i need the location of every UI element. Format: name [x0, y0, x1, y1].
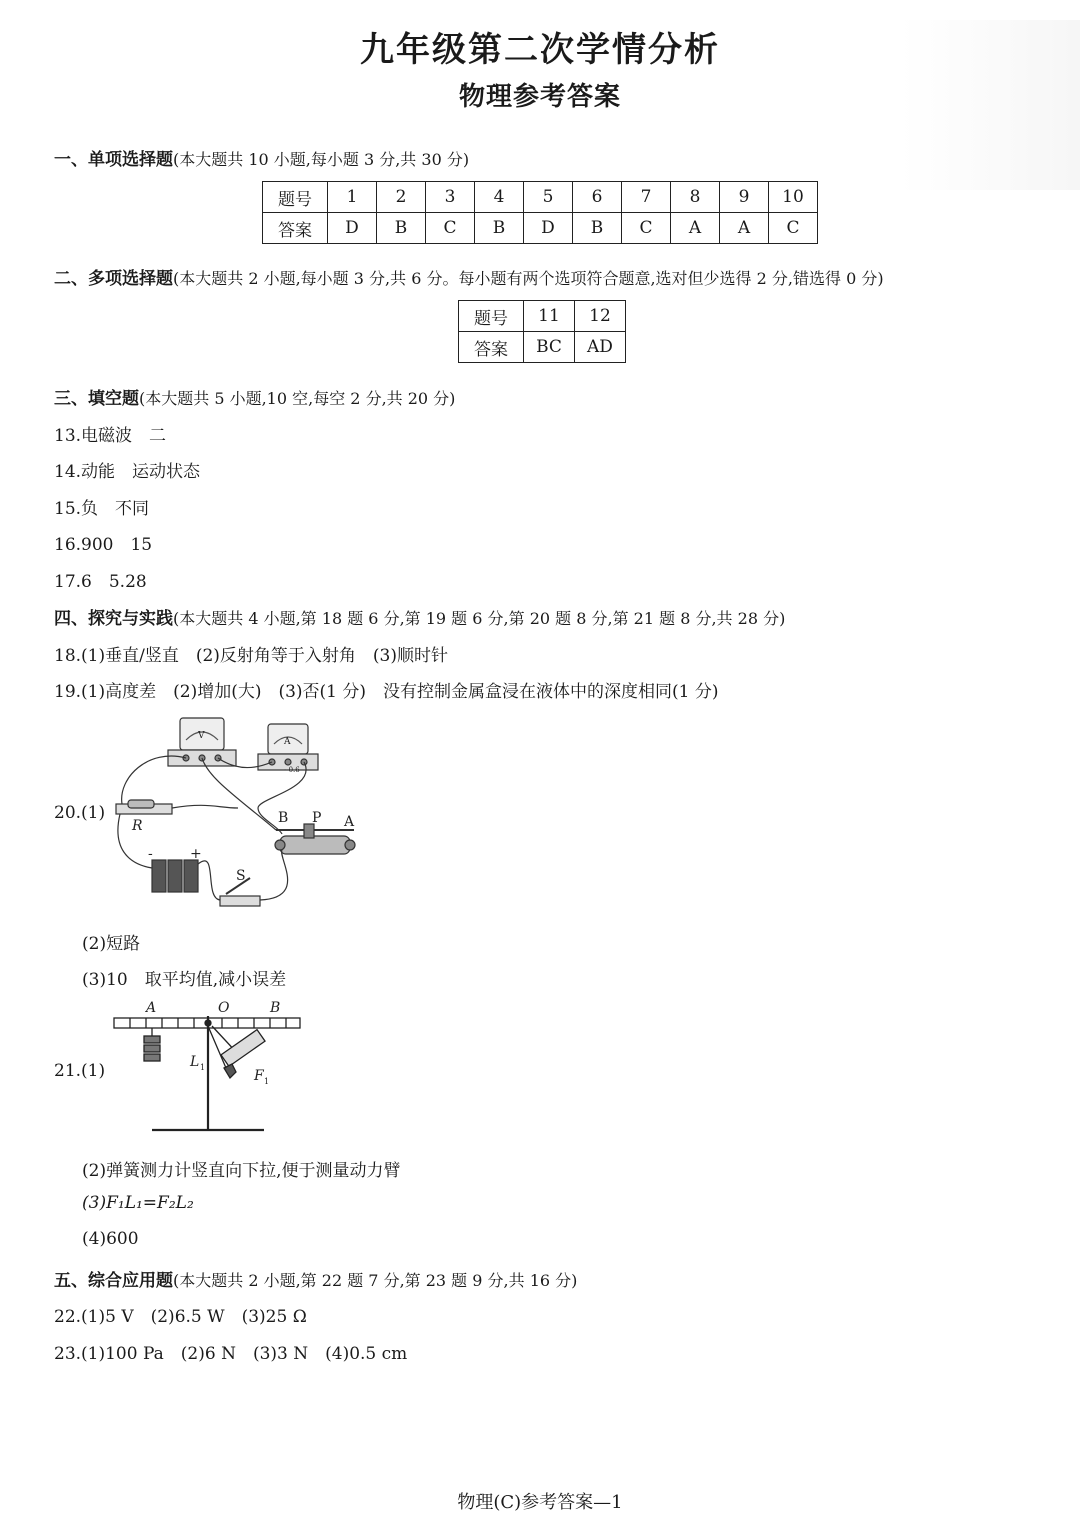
answer-15: 15.负 不同: [54, 499, 150, 519]
section2-title: 二、多项选择题: [54, 269, 173, 289]
page-title: 九年级第二次学情分析: [360, 30, 720, 70]
table-cell: 4: [475, 182, 524, 213]
section3-title: 三、填空题: [54, 389, 139, 409]
table-cell: C: [426, 213, 475, 244]
answer-20-3: (3)10 取平均值,减小误差: [82, 970, 287, 990]
table-cell: A: [671, 213, 720, 244]
table-cell: 1: [328, 182, 377, 213]
table-header-cell: 答案: [263, 213, 328, 244]
arm-l1-label: L: [190, 1054, 200, 1070]
lever-point-o: O: [218, 1000, 230, 1016]
table-cell: C: [622, 213, 671, 244]
table-cell: D: [328, 213, 377, 244]
section2-heading: [54, 264, 884, 289]
table-cell: B: [573, 213, 622, 244]
table-cell: 10: [769, 182, 818, 213]
section5-note: (本大题共 2 小题,第 22 题 7 分,第 23 题 9 分,共 16 分): [173, 1271, 578, 1290]
table-row: [459, 301, 626, 332]
wire: [260, 850, 288, 900]
section1-title: 一、单项选择题: [54, 150, 173, 170]
table-cell: 5: [524, 182, 573, 213]
lever-point-a: A: [146, 1000, 157, 1016]
section3-note: (本大题共 5 小题,10 空,每空 2 分,共 20 分): [139, 389, 456, 408]
answer-14: 14.动能 运动状态: [54, 462, 201, 482]
section4-note: (本大题共 4 小题,第 18 题 6 分,第 19 题 6 分,第 20 题 8 分,第 21 题 8 分,共 28 分): [173, 609, 786, 628]
section5-title: 五、综合应用题: [54, 1271, 173, 1291]
answer-20-2: (2)短路: [82, 934, 141, 954]
answer-21-2: (2)弹簧测力计竖直向下拉,便于测量动力臂: [82, 1161, 401, 1181]
answer-20-label: 20.(1): [54, 803, 106, 823]
section4-heading: [54, 604, 785, 629]
circuit-diagram: [108, 708, 358, 913]
arm-l1-subscript: 1: [200, 1063, 206, 1072]
table-cell: D: [524, 213, 573, 244]
table-header-cell: 答案: [459, 332, 524, 363]
stand-icon: [152, 1016, 264, 1130]
section1-answer-table: [262, 181, 818, 244]
section4-title: 四、探究与实践: [54, 609, 173, 629]
table-cell: A: [720, 213, 769, 244]
rheostat-icon: [275, 824, 355, 854]
lever-diagram: [108, 996, 308, 1141]
table-row: [263, 182, 818, 213]
wire: [172, 805, 238, 808]
battery-positive: +: [190, 846, 202, 862]
switch-label: S: [236, 868, 246, 884]
resistor-icon: [116, 800, 172, 814]
answer-21-label: 21.(1): [54, 1061, 106, 1081]
ammeter-terminals-label: - 0.6: [284, 766, 300, 774]
answer-19: 19.(1)高度差 (2)增加(大) (3)否(1 分) 没有控制金属盒浸在液体中的深度相同(1 分): [54, 682, 719, 702]
lever-point-b: B: [270, 1000, 281, 1016]
ammeter-label: A: [284, 737, 291, 747]
table-cell: BC: [524, 332, 575, 363]
table-cell: 11: [524, 301, 575, 332]
force-f1-label: F: [254, 1068, 264, 1084]
table-cell: 9: [720, 182, 769, 213]
table-cell: B: [475, 213, 524, 244]
table-row: [263, 213, 818, 244]
table-header-cell: 题号: [263, 182, 328, 213]
table-cell: 12: [575, 301, 626, 332]
battery-negative: -: [148, 846, 153, 862]
section1-note: (本大题共 10 小题,每小题 3 分,共 30 分): [173, 150, 470, 169]
answer-21-3: (3)F₁L₁=F₂L₂: [82, 1193, 194, 1213]
ammeter-icon: [258, 724, 318, 770]
table-cell: 6: [573, 182, 622, 213]
voltmeter-label: V: [198, 731, 205, 741]
answer-21-4: (4)600: [82, 1229, 139, 1249]
page-subtitle: 物理参考答案: [458, 82, 621, 112]
wire: [198, 861, 220, 900]
table-cell: 8: [671, 182, 720, 213]
table-cell: C: [769, 213, 818, 244]
page-footer: 物理(C)参考答案—1: [457, 1492, 623, 1513]
table-cell: 7: [622, 182, 671, 213]
answer-23: 23.(1)100 Pa (2)6 N (3)3 N (4)0.5 cm: [54, 1344, 408, 1364]
rheostat-terminal-b: B: [278, 810, 289, 826]
resistor-label: R: [132, 818, 143, 834]
table-header-cell: 题号: [459, 301, 524, 332]
battery-icon: [152, 860, 198, 892]
weights-icon: [144, 1028, 160, 1061]
section5-heading: [54, 1266, 577, 1291]
section1-heading: [54, 145, 469, 170]
rheostat-slider-p: P: [312, 810, 322, 826]
section2-note: (本大题共 2 小题,每小题 3 分,共 6 分。每小题有两个选项符合题意,选对但少选得 2 分,错选得 0 分): [173, 269, 884, 288]
force-f1-subscript: 1: [264, 1077, 270, 1086]
answer-17: 17.6 5.28: [54, 572, 147, 592]
rheostat-terminal-a: A: [344, 814, 355, 830]
answer-22: 22.(1)5 V (2)6.5 W (3)25 Ω: [54, 1307, 307, 1327]
table-cell: AD: [575, 332, 626, 363]
answer-13: 13.电磁波 二: [54, 426, 167, 446]
answer-18: 18.(1)垂直/竖直 (2)反射角等于入射角 (3)顺时针: [54, 646, 449, 666]
table-cell: 3: [426, 182, 475, 213]
table-cell: B: [377, 213, 426, 244]
answer-16: 16.900 15: [54, 535, 153, 555]
section2-answer-table: [458, 300, 626, 363]
table-row: [459, 332, 626, 363]
section3-heading: [54, 384, 455, 409]
table-cell: 2: [377, 182, 426, 213]
